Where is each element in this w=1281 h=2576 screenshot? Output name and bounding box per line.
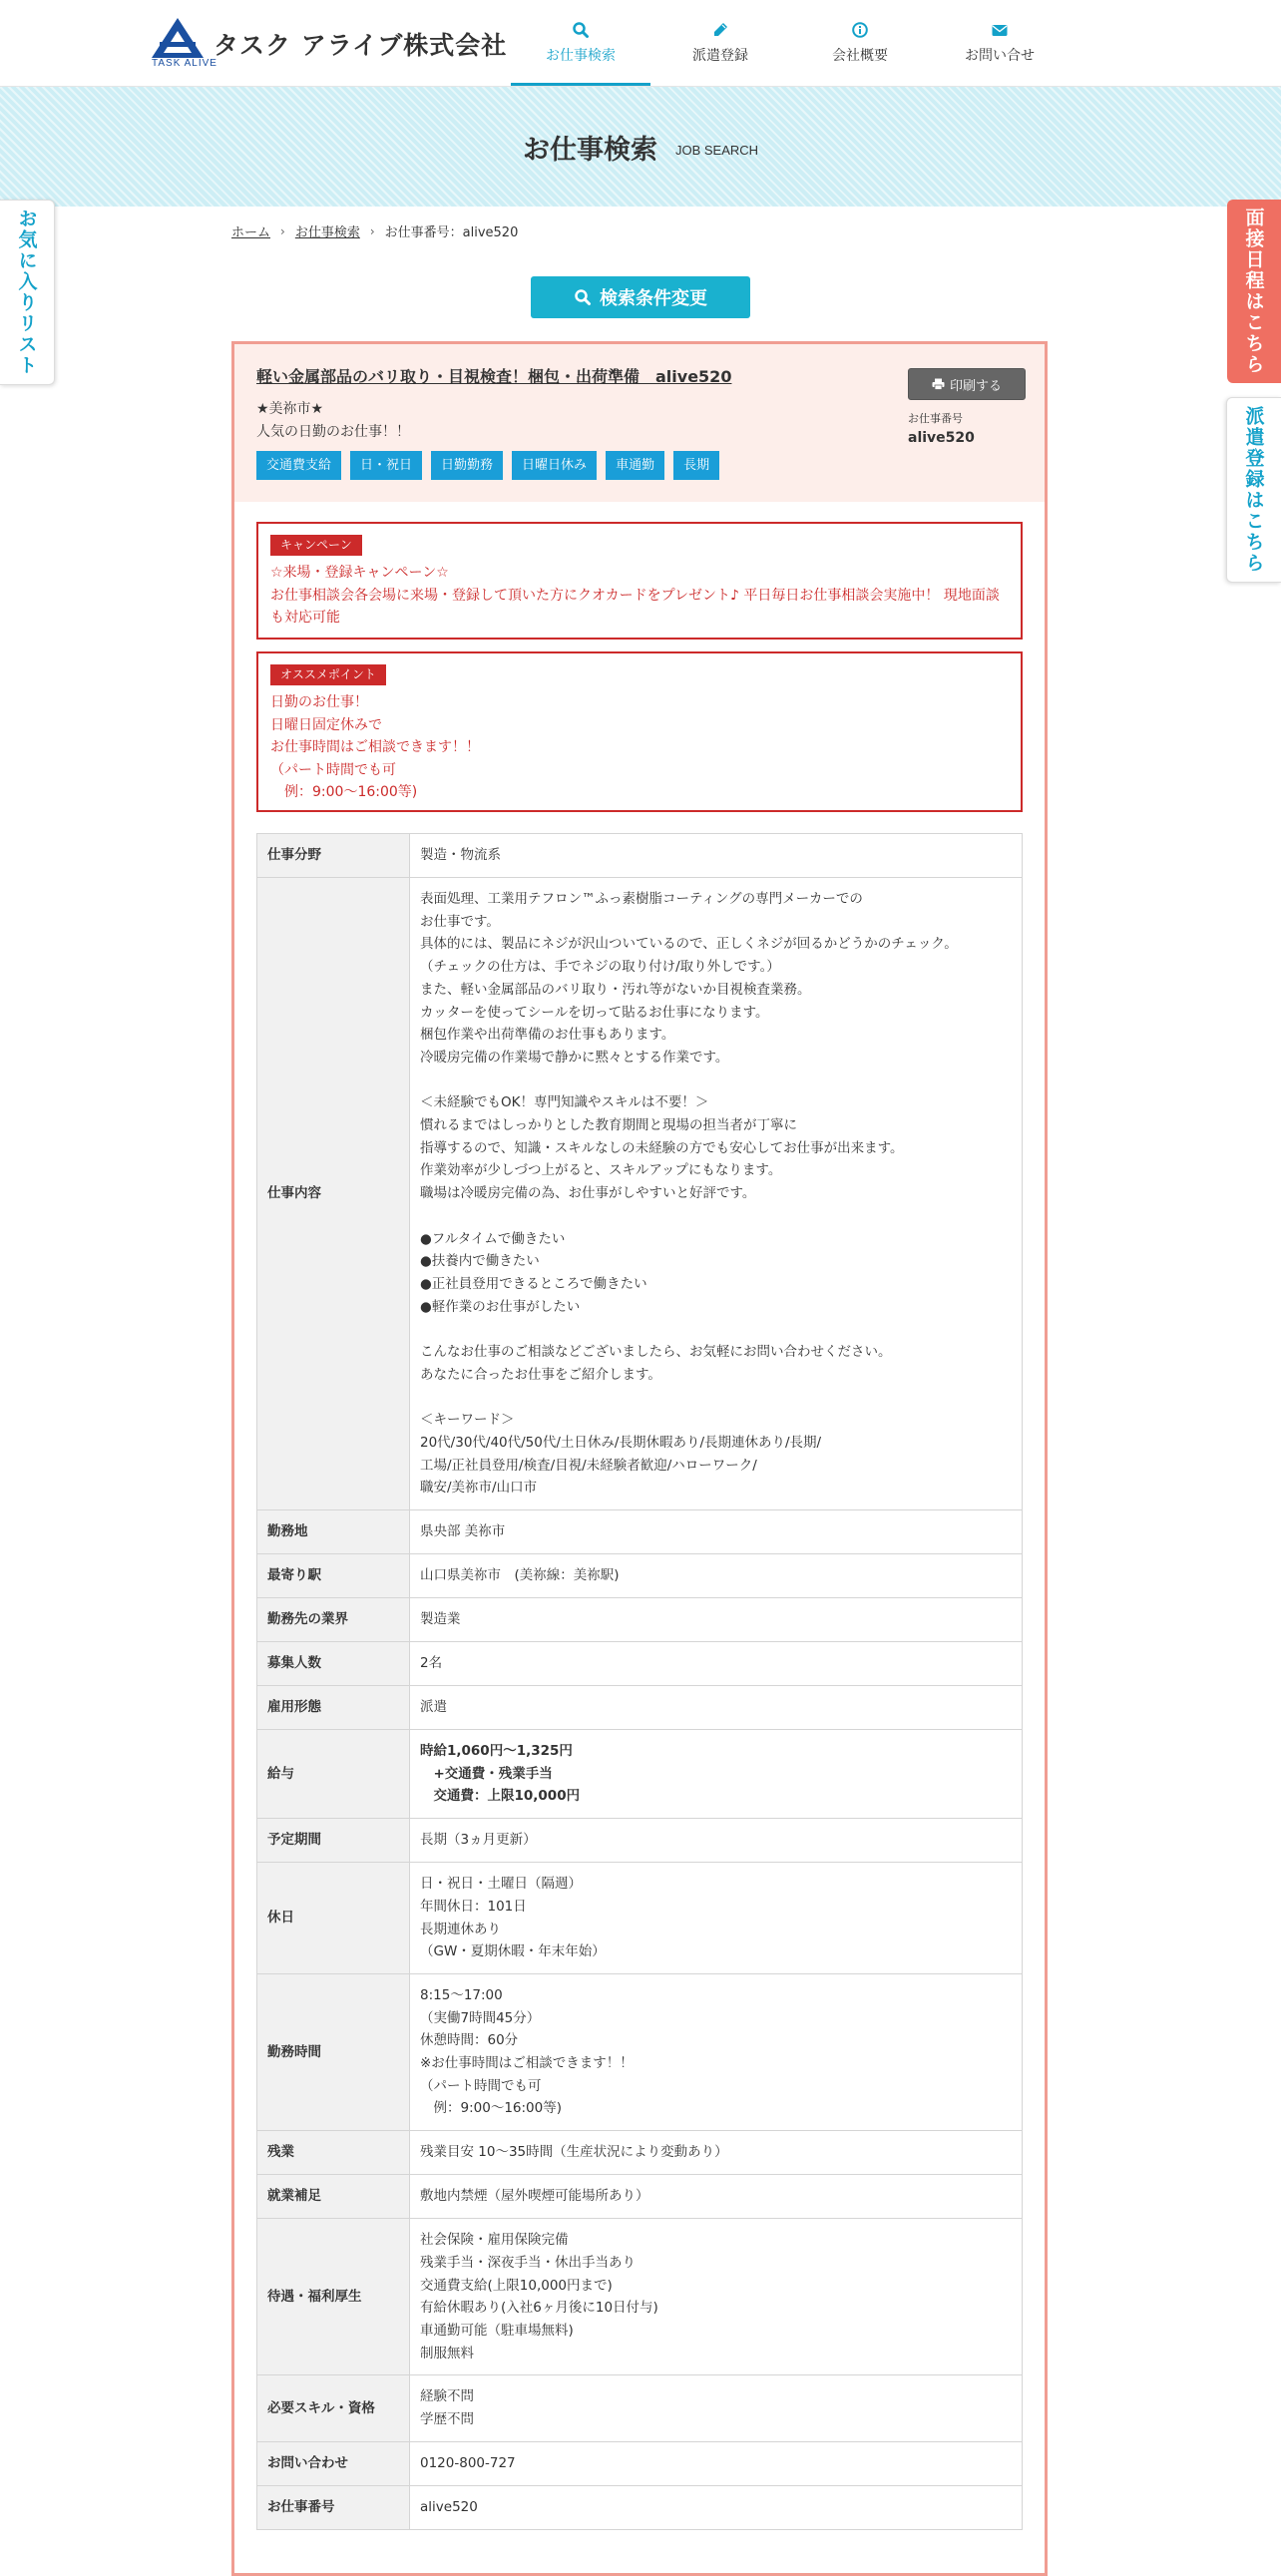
table-row [257, 1973, 1023, 2130]
table-row [257, 1819, 1023, 1863]
table-row [257, 1641, 1023, 1685]
job-tag: 車通勤 [606, 451, 664, 480]
row-value: 経験不問 学歴不問 [410, 2375, 1023, 2441]
job-area: ★美祢市★ [256, 401, 324, 417]
job-detail-table [256, 833, 1023, 2530]
recommend-badge: オススメポイント [270, 664, 386, 685]
breadcrumb-current: お仕事番号：alive520 [384, 225, 519, 240]
favorites-list-tab[interactable] [0, 200, 55, 385]
nav-job-search[interactable] [511, 0, 650, 86]
row-value: 日・祝日・土曜日（隔週） 年間休日：101日 長期連休あり （GW・夏期休暇・年末年始） [410, 1863, 1023, 1974]
salary-value: 時給1,060円～1,325円 +交通費・残業手当 交通費：上限10,000円 [410, 1729, 1023, 1818]
row-label: 就業補足 [257, 2175, 410, 2219]
nav-contact[interactable] [930, 0, 1069, 86]
interview-schedule-label: 面接日程はこちら [1242, 208, 1265, 375]
nav-label: 会社概要 [832, 48, 888, 64]
row-value: 製造・物流系 [410, 834, 1023, 878]
breadcrumb-home[interactable]: ホーム [231, 225, 271, 240]
row-label: 募集人数 [257, 1641, 410, 1685]
row-label: 最寄り駅 [257, 1553, 410, 1597]
search-icon [574, 288, 592, 306]
logo-name: タスク アライブ株式会社 [214, 31, 508, 60]
site-header [0, 0, 1281, 87]
row-value: 県央部 美祢市 [410, 1509, 1023, 1553]
job-card [231, 341, 1048, 2576]
job-title[interactable]: 軽い金属部品のバリ取り・目視検査！梱包・出荷準備 alive520 [256, 367, 732, 386]
row-value: 敷地内禁煙（屋外喫煙可能場所あり） [410, 2175, 1023, 2219]
table-row [257, 2441, 1023, 2485]
row-value: 残業目安 10～35時間（生産状況により変動あり） [410, 2131, 1023, 2175]
page-subtitle: JOB SEARCH [674, 142, 759, 158]
row-label: 雇用形態 [257, 1685, 410, 1729]
page-banner [0, 87, 1281, 207]
favorites-list-label: お気に入りリスト [15, 209, 38, 376]
table-row [257, 878, 1023, 1510]
table-row [257, 2375, 1023, 2441]
main-nav [511, 0, 1069, 86]
change-search-label: 検索条件変更 [600, 288, 707, 309]
table-row [257, 2219, 1023, 2375]
row-label: 予定期間 [257, 1819, 410, 1863]
chevron-right-icon: › [280, 223, 285, 238]
row-label: 勤務先の業界 [257, 1597, 410, 1641]
table-row [257, 1509, 1023, 1553]
row-value: 0120-800-727 [410, 2441, 1023, 2485]
table-row [257, 2175, 1023, 2219]
print-label: 印刷する [949, 378, 1002, 394]
row-label: お仕事番号 [257, 2485, 410, 2529]
campaign-badge: キャンペーン [270, 535, 362, 556]
row-label: 待遇・福利厚生 [257, 2219, 410, 2375]
table-row [257, 1597, 1023, 1641]
row-label: 給与 [257, 1729, 410, 1818]
row-value: 山口県美祢市 (美祢線：美祢駅) [410, 1553, 1023, 1597]
table-row [257, 834, 1023, 878]
print-button[interactable] [908, 368, 1026, 400]
breadcrumb [231, 221, 518, 240]
job-tag: 日曜日休み [512, 451, 597, 480]
page-title: お仕事検索 [522, 134, 657, 166]
job-catchphrase: 人気の日勤のお仕事！！ [256, 424, 410, 440]
job-number: alive520 [908, 430, 975, 446]
info-icon [851, 21, 869, 39]
row-label: お問い合わせ [257, 2441, 410, 2485]
pencil-icon [711, 21, 729, 39]
logo-subtitle: TASK ALIVE [152, 58, 217, 69]
job-tag: 交通費支給 [256, 451, 341, 480]
job-tags [256, 451, 719, 480]
breadcrumb-job-search[interactable]: お仕事検索 [294, 225, 360, 240]
nav-label: お問い合せ [965, 48, 1035, 64]
interview-schedule-tab[interactable] [1227, 200, 1281, 383]
job-tag: 長期 [673, 451, 719, 480]
table-row [257, 2131, 1023, 2175]
change-search-button[interactable] [531, 276, 750, 318]
print-icon [932, 378, 945, 390]
nav-register[interactable] [650, 0, 790, 86]
campaign-text: ☆来場・登録キャンペーン☆ お仕事相談会各会場に来場・登録して頂いた方にクオカードをプレゼント♪ 平日毎日お仕事相談会実施中！ 現地面談も対応可能 [270, 565, 1000, 626]
row-value: alive520 [410, 2485, 1023, 2529]
nav-company[interactable] [790, 0, 930, 86]
mail-icon [991, 21, 1009, 39]
row-value: 8:15～17:00 （実働7時間45分） 休憩時間：60分 ※お仕事時間はご相談できます！！ （パート時間でも可 例：9:00～16:00等) [410, 1973, 1023, 2130]
row-label: 残業 [257, 2131, 410, 2175]
register-tab[interactable] [1226, 397, 1281, 583]
table-row [257, 1685, 1023, 1729]
row-value: 2名 [410, 1641, 1023, 1685]
row-label: 休日 [257, 1863, 410, 1974]
row-label: 仕事内容 [257, 878, 410, 1510]
row-label: 仕事分野 [257, 834, 410, 878]
row-value: 表面処理、工業用テフロン™ふっ素樹脂コーティングの専門メーカーでの お仕事です。 具体的には、製品にネジが沢山ついているので、正しくネジが回るかどうかのチェック。 （チェックの仕方は、手でネジの取り付け/取り外しです。） また、軽い金属部品のバリ取り・汚れ等がないか目視検査業務。 カッターを使ってシールを切って貼るお仕事になります。 梱包作業や出荷準備のお仕事もあります。 冷暖房完備の作業場で静かに黙々とする作業です。 ＜未経験でもOK！専門知識やスキルは不要！＞ 慣れるまではしっかりとした教育期間と現場の担当者が丁寧に 指導するので、知識・スキルなしの未経験の方でも安心してお仕事が出来ます。 作業効率が少しづつ上がると、スキルアップにもなります。 職場は冷暖房完備の為、お仕事がしやすいと好評です。 ●フルタイムで働きたい ●扶養内で働きたい ●正社員登用できるところで働きたい ●軽作業のお仕事がしたい こんなお仕事のご相談などございましたら、お気軽にお問い合わせください。 あなたに合ったお仕事をご紹介します。 ＜キーワード＞ 20代/30代/40代/50代/土日休み/長期休暇あり/長期連休あり/長期/ 工場/正社員登用/検査/目視/未経験者歓迎/ハローワーク/ 職安/美祢市/山口市 [410, 878, 1023, 1510]
chevron-right-icon: › [369, 223, 375, 238]
job-number-label: お仕事番号 [908, 412, 963, 425]
table-row [257, 1863, 1023, 1974]
nav-label: お仕事検索 [546, 48, 616, 64]
recommend-box [256, 651, 1023, 812]
row-label: 勤務時間 [257, 1973, 410, 2130]
row-value: 派遣 [410, 1685, 1023, 1729]
row-label: 勤務地 [257, 1509, 410, 1553]
table-row [257, 2485, 1023, 2529]
job-tag: 日勤勤務 [431, 451, 503, 480]
table-row [257, 1553, 1023, 1597]
nav-label: 派遣登録 [692, 48, 748, 64]
search-icon [572, 21, 590, 39]
campaign-box [256, 522, 1023, 640]
table-row [257, 1729, 1023, 1818]
job-card-header [234, 344, 1045, 502]
company-logo[interactable] [150, 18, 508, 72]
recommend-text: 日勤のお仕事！ 日曜日固定休みで お仕事時間はご相談できます！！ （パート時間でも可 例：9:00～16:00等) [270, 694, 480, 800]
row-value: 長期（3ヵ月更新） [410, 1819, 1023, 1863]
job-tag: 日・祝日 [350, 451, 422, 480]
row-value: 社会保険・雇用保険完備 残業手当・深夜手当・休出手当あり 交通費支給(上限10,000円まで) 有給休暇あり(入社6ヶ月後に10日付与) 車通勤可能（駐車場無料) 制服無料 [410, 2219, 1023, 2375]
row-value: 製造業 [410, 1597, 1023, 1641]
row-label: 必要スキル・資格 [257, 2375, 410, 2441]
register-tab-label: 派遣登録はこちら [1242, 406, 1265, 574]
